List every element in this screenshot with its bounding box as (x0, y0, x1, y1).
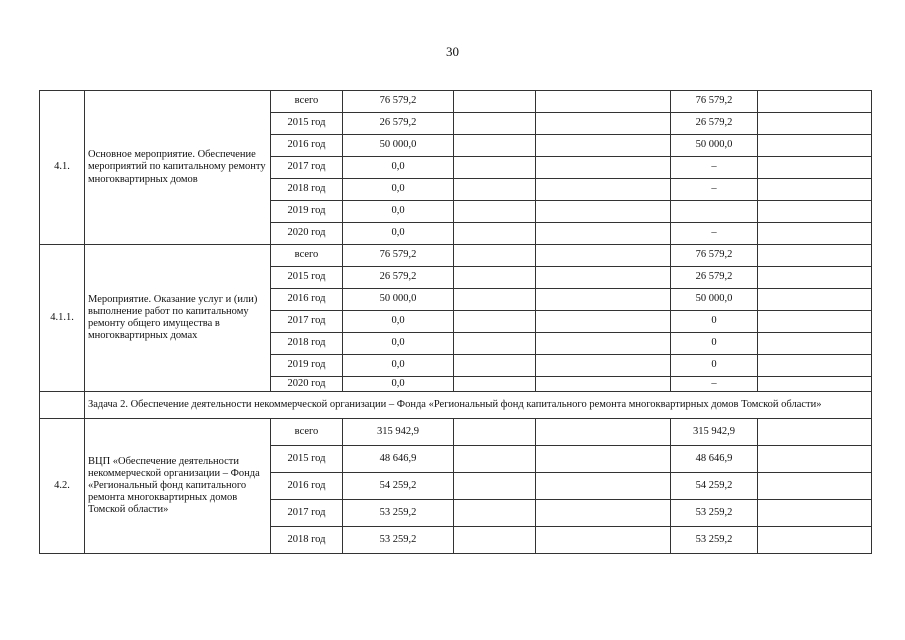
total-cell: 0,0 (343, 179, 454, 201)
value-cell (454, 135, 536, 157)
value-cell (758, 135, 872, 157)
task-row (40, 392, 872, 419)
period-cell: всего (271, 419, 343, 446)
value-cell (758, 267, 872, 289)
total-cell: 315 942,9 (343, 419, 454, 446)
value-cell (536, 113, 671, 135)
period-cell: 2015 год (271, 446, 343, 473)
value-cell (758, 91, 872, 113)
value-cell (536, 91, 671, 113)
value-cell (758, 311, 872, 333)
value-cell (454, 201, 536, 223)
value-cell (536, 377, 671, 392)
page-number: 30 (446, 44, 459, 59)
value-cell (536, 473, 671, 500)
value-cell: 76 579,2 (671, 245, 758, 267)
value-cell: 0 (671, 355, 758, 377)
value-cell (536, 355, 671, 377)
value-cell (758, 113, 872, 135)
total-cell: 76 579,2 (343, 245, 454, 267)
value-cell (536, 311, 671, 333)
value-cell: 0 (671, 311, 758, 333)
value-cell (758, 245, 872, 267)
value-cell (536, 419, 671, 446)
period-cell: всего (271, 91, 343, 113)
value-cell (454, 446, 536, 473)
value-cell (536, 179, 671, 201)
table-row (40, 245, 872, 267)
value-cell: 26 579,2 (671, 113, 758, 135)
item-number: 4.2. (40, 419, 85, 554)
value-cell (536, 289, 671, 311)
value-cell (758, 419, 872, 446)
period-cell: 2016 год (271, 473, 343, 500)
value-cell (758, 157, 872, 179)
task-heading: Задача 2. Обеспечение деятельности некоммерческой организации – Фонда «Региональный фонд капитального ремонта многоквартирных домов Томской области» (85, 392, 872, 419)
task-number-cell (40, 392, 85, 419)
value-cell (454, 527, 536, 554)
value-cell: – (671, 223, 758, 245)
value-cell: – (671, 157, 758, 179)
item-name: Мероприятие. Оказание услуг и (или) выполнение работ по капитальному ремонту общего имущества в многоквартирных домах (85, 245, 271, 392)
value-cell: 53 259,2 (671, 500, 758, 527)
value-cell: 76 579,2 (671, 91, 758, 113)
value-cell (536, 245, 671, 267)
value-cell (758, 289, 872, 311)
value-cell (454, 179, 536, 201)
total-cell: 26 579,2 (343, 267, 454, 289)
period-cell: 2015 год (271, 267, 343, 289)
value-cell (671, 201, 758, 223)
total-cell: 0,0 (343, 333, 454, 355)
value-cell (454, 419, 536, 446)
period-cell: 2017 год (271, 157, 343, 179)
value-cell: 48 646,9 (671, 446, 758, 473)
value-cell (454, 377, 536, 392)
table-row (40, 91, 872, 113)
item-number: 4.1. (40, 91, 85, 245)
period-cell: 2020 год (271, 223, 343, 245)
value-cell: – (671, 377, 758, 392)
value-cell (536, 157, 671, 179)
total-cell: 48 646,9 (343, 446, 454, 473)
value-cell (454, 333, 536, 355)
period-cell: 2018 год (271, 179, 343, 201)
value-cell: 53 259,2 (671, 527, 758, 554)
total-cell: 50 000,0 (343, 135, 454, 157)
item-name: Основное мероприятие. Обеспечение мероприятий по капитальному ремонту многоквартирных домов (85, 91, 271, 245)
value-cell: 26 579,2 (671, 267, 758, 289)
value-cell (536, 267, 671, 289)
value-cell (536, 527, 671, 554)
total-cell: 0,0 (343, 223, 454, 245)
period-cell: 2015 год (271, 113, 343, 135)
total-cell: 50 000,0 (343, 289, 454, 311)
value-cell (536, 135, 671, 157)
value-cell: 315 942,9 (671, 419, 758, 446)
value-cell (454, 289, 536, 311)
value-cell (758, 333, 872, 355)
value-cell: 50 000,0 (671, 135, 758, 157)
value-cell (758, 201, 872, 223)
value-cell (454, 157, 536, 179)
value-cell (536, 446, 671, 473)
period-cell: 2016 год (271, 135, 343, 157)
period-cell: 2020 год (271, 377, 343, 392)
total-cell: 76 579,2 (343, 91, 454, 113)
total-cell: 0,0 (343, 157, 454, 179)
total-cell: 0,0 (343, 311, 454, 333)
total-cell: 54 259,2 (343, 473, 454, 500)
period-cell: 2017 год (271, 311, 343, 333)
budget-table (39, 90, 872, 554)
value-cell: 0 (671, 333, 758, 355)
period-cell: 2019 год (271, 201, 343, 223)
total-cell: 53 259,2 (343, 527, 454, 554)
value-cell (454, 245, 536, 267)
total-cell: 53 259,2 (343, 500, 454, 527)
value-cell (454, 473, 536, 500)
total-cell: 0,0 (343, 377, 454, 392)
value-cell (536, 500, 671, 527)
value-cell (758, 473, 872, 500)
period-cell: 2017 год (271, 500, 343, 527)
value-cell: 54 259,2 (671, 473, 758, 500)
period-cell: всего (271, 245, 343, 267)
value-cell (454, 91, 536, 113)
value-cell (454, 113, 536, 135)
item-name: ВЦП «Обеспечение деятельности некоммерческой организации – Фонда «Региональный фонд капитального ремонта многоквартирных домов Томской области» (85, 419, 271, 554)
total-cell: 0,0 (343, 201, 454, 223)
period-cell: 2018 год (271, 527, 343, 554)
value-cell (454, 355, 536, 377)
value-cell (758, 223, 872, 245)
value-cell: – (671, 179, 758, 201)
total-cell: 26 579,2 (343, 113, 454, 135)
value-cell (454, 267, 536, 289)
total-cell: 0,0 (343, 355, 454, 377)
value-cell (758, 500, 872, 527)
table-row (40, 419, 872, 446)
value-cell (536, 201, 671, 223)
period-cell: 2016 год (271, 289, 343, 311)
value-cell (454, 311, 536, 333)
value-cell (536, 333, 671, 355)
value-cell (758, 377, 872, 392)
value-cell (758, 527, 872, 554)
value-cell (758, 446, 872, 473)
period-cell: 2018 год (271, 333, 343, 355)
item-number: 4.1.1. (40, 245, 85, 392)
value-cell (758, 179, 872, 201)
value-cell (454, 223, 536, 245)
period-cell: 2019 год (271, 355, 343, 377)
value-cell (454, 500, 536, 527)
value-cell (758, 355, 872, 377)
value-cell (536, 223, 671, 245)
value-cell: 50 000,0 (671, 289, 758, 311)
